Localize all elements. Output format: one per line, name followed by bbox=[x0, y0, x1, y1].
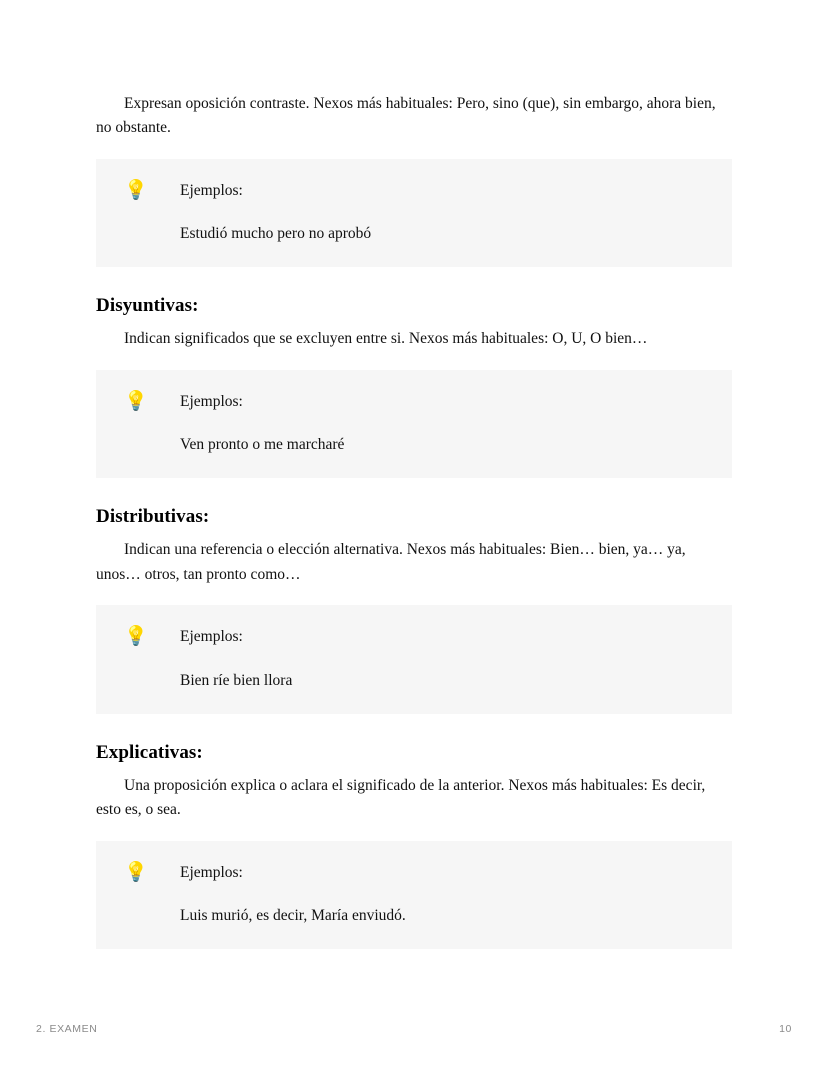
callout-example: Luis murió, es decir, María enviudó. bbox=[180, 907, 406, 925]
callout-texts bbox=[154, 179, 708, 246]
example-callout bbox=[96, 841, 732, 950]
section-explicativas bbox=[96, 742, 732, 949]
example-callout bbox=[96, 159, 732, 268]
page-footer bbox=[36, 1021, 792, 1037]
callout-row bbox=[124, 179, 708, 246]
callout-row bbox=[124, 390, 708, 457]
callout-label: Ejemplos: bbox=[180, 863, 243, 881]
callout-example: Estudió mucho pero no aprobó bbox=[180, 225, 372, 243]
callout-texts bbox=[154, 390, 708, 457]
lightbulb-icon: 💡 bbox=[124, 861, 148, 883]
page-content bbox=[96, 92, 732, 949]
callout-label: Ejemplos: bbox=[180, 392, 243, 410]
section-heading: Disyuntivas: bbox=[96, 295, 199, 317]
intro-paragraph bbox=[96, 92, 732, 141]
lightbulb-icon: 💡 bbox=[124, 390, 148, 412]
section-paragraph-text: Una proposición explica o aclara el significado de la anterior. Nexos más habituales: Es decir, esto es, o sea. bbox=[96, 776, 706, 819]
section-distributivas bbox=[96, 506, 732, 713]
callout-label: Ejemplos: bbox=[180, 628, 243, 646]
callout-example: Bien ríe bien llora bbox=[180, 671, 293, 689]
lightbulb-icon: 💡 bbox=[124, 179, 148, 201]
example-callout bbox=[96, 605, 732, 714]
intro-paragraph-text: Expresan oposición contraste. Nexos más habituales: Pero, sino (que), sin embargo, ahora bien, no obstante. bbox=[96, 95, 716, 137]
section-heading: Distributivas: bbox=[96, 506, 210, 528]
page-number: 10 bbox=[779, 1023, 792, 1035]
callout-row bbox=[124, 861, 708, 928]
section-paragraph-text: Indican una referencia o elección alternativa. Nexos más habituales: Bien… bien, ya… ya, unos… otros, tan pronto como… bbox=[96, 541, 686, 583]
section-disyuntivas bbox=[96, 295, 732, 478]
callout-label: Ejemplos: bbox=[180, 181, 243, 199]
section-paragraph bbox=[96, 538, 732, 587]
callout-row bbox=[124, 625, 708, 692]
lightbulb-icon: 💡 bbox=[124, 626, 148, 648]
section-paragraph-text: Indican significados que se excluyen entre si. Nexos más habituales: O, U, O bien… bbox=[124, 330, 648, 348]
callout-texts bbox=[154, 625, 708, 692]
example-callout bbox=[96, 370, 732, 479]
section-heading: Explicativas: bbox=[96, 741, 203, 763]
footer-left-label: 2. EXAMEN bbox=[36, 1023, 98, 1035]
section-paragraph bbox=[96, 327, 732, 351]
callout-example: Ven pronto o me marcharé bbox=[180, 436, 345, 454]
callout-texts bbox=[154, 861, 708, 928]
section-paragraph bbox=[96, 774, 732, 823]
